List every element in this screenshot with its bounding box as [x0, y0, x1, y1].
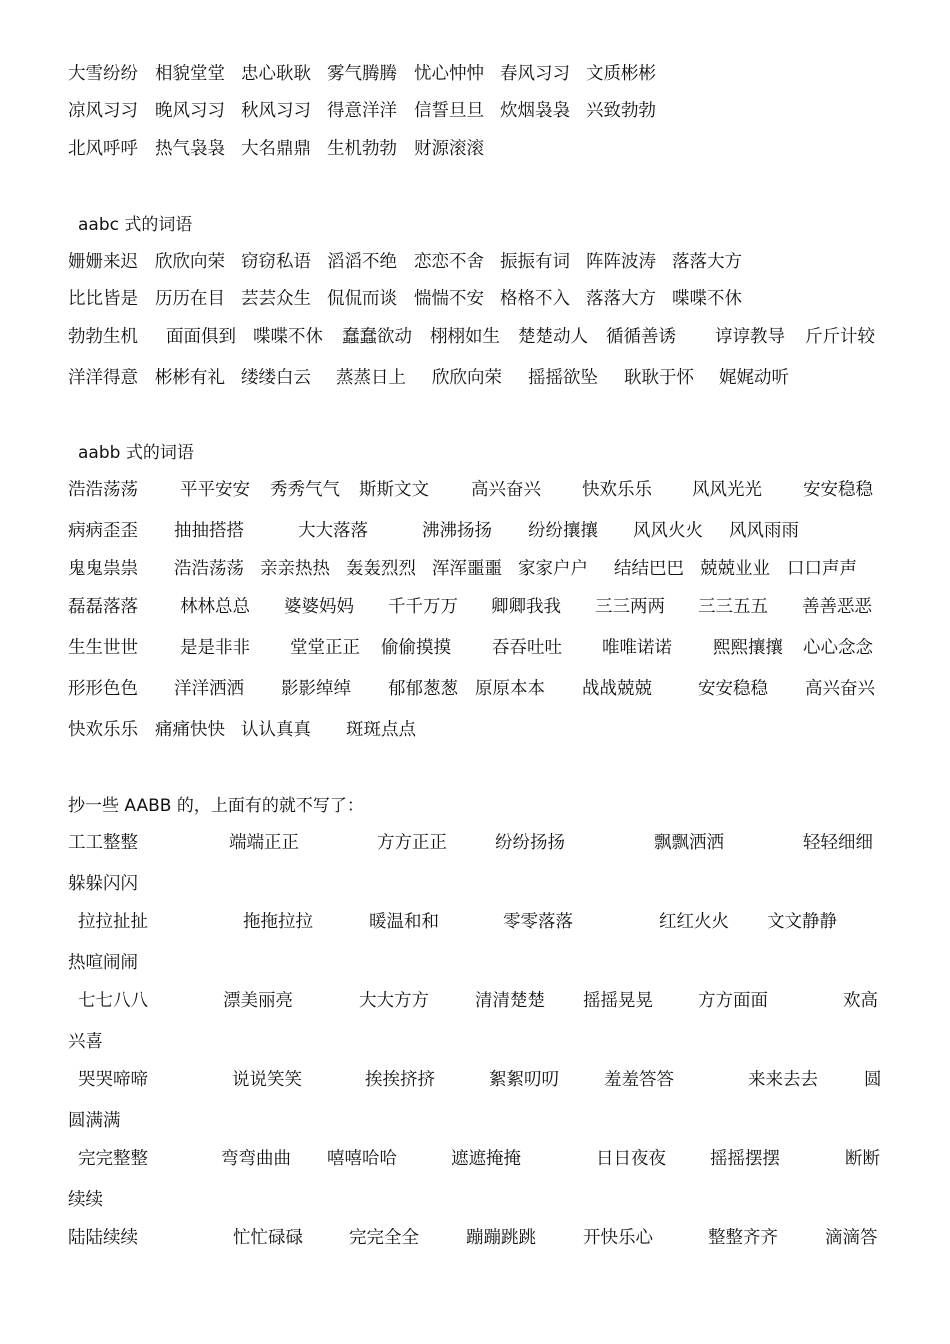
word: 整整齐齐	[708, 1228, 778, 1248]
word: 蹦蹦跳跳	[466, 1228, 536, 1248]
word-line	[0, 518, 950, 544]
word: 痛痛快快	[155, 720, 225, 740]
word: 平平安安	[180, 480, 250, 500]
word: 千千万万	[388, 597, 458, 617]
word: 得意洋洋	[327, 101, 397, 121]
word-line	[0, 324, 950, 350]
word-line	[0, 635, 950, 661]
word: 挨挨挤挤	[365, 1070, 435, 1090]
word: 形形色色	[68, 679, 138, 699]
word: 躲躲闪闪	[68, 874, 138, 894]
word: 浩浩荡荡	[68, 480, 138, 500]
word: 蠢蠢欲动	[342, 327, 412, 347]
word: 春风习习	[500, 64, 570, 84]
section-heading-aabc: aabc 式的词语	[78, 215, 193, 235]
word: 兴喜	[68, 1032, 103, 1052]
word: 婆婆妈妈	[284, 597, 354, 617]
word-line	[0, 676, 950, 702]
word: 红红火火	[659, 912, 729, 932]
word: 热气袅袅	[155, 139, 225, 159]
word: 说说笑笑	[232, 1070, 302, 1090]
word: 阵阵波涛	[586, 252, 656, 272]
word: 原原本本	[475, 679, 545, 699]
word-line	[0, 477, 950, 503]
word: 方方面面	[698, 991, 768, 1011]
word: 漂美丽亮	[223, 991, 293, 1011]
word: 谆谆教导	[715, 327, 785, 347]
word: 雾气腾腾	[327, 64, 397, 84]
word: 滔滔不绝	[327, 252, 397, 272]
word: 端端正正	[229, 833, 299, 853]
word: 炊烟袅袅	[500, 101, 570, 121]
word: 格格不入	[500, 289, 570, 309]
word-line	[0, 1187, 950, 1213]
word: 高兴奋兴	[805, 679, 875, 699]
word: 振振有词	[500, 252, 570, 272]
word: 生机勃勃	[327, 139, 397, 159]
word: 欣欣向荣	[432, 368, 502, 388]
word: 善善恶恶	[802, 597, 872, 617]
word: 快欢乐乐	[68, 720, 138, 740]
word-line	[0, 1029, 950, 1055]
word: 方方正正	[377, 833, 447, 853]
word: 娓娓动听	[719, 368, 789, 388]
word: 忙忙碌碌	[233, 1228, 303, 1248]
word-line	[0, 717, 950, 743]
word: 安安稳稳	[803, 480, 873, 500]
word: 快欢乐乐	[582, 480, 652, 500]
word: 凉风习习	[68, 101, 138, 121]
word: 比比皆是	[68, 289, 138, 309]
word: 忠心耿耿	[241, 64, 311, 84]
word: 蒸蒸日上	[336, 368, 406, 388]
word: 大名鼎鼎	[241, 139, 311, 159]
word-line	[0, 98, 950, 124]
word: 卿卿我我	[491, 597, 561, 617]
word: 轰轰烈烈	[346, 559, 416, 579]
word: 文质彬彬	[586, 64, 656, 84]
word: 熙熙攘攘	[713, 638, 783, 658]
word: 信誓旦旦	[414, 101, 484, 121]
word: 风风光光	[692, 480, 762, 500]
word: 高兴奋兴	[471, 480, 541, 500]
word: 惴惴不安	[414, 289, 484, 309]
word-line	[0, 988, 950, 1014]
word: 晚风习习	[155, 101, 225, 121]
word: 姗姗来迟	[68, 252, 138, 272]
word: 循循善诱	[606, 327, 676, 347]
word-line	[0, 61, 950, 87]
word: 生生世世	[68, 638, 138, 658]
word: 落落大方	[586, 289, 656, 309]
word: 偷偷摸摸	[381, 638, 451, 658]
word: 暖温和和	[369, 912, 439, 932]
word: 病病歪歪	[68, 521, 138, 541]
word-line	[0, 249, 950, 275]
word: 滴滴答	[825, 1228, 878, 1248]
word: 心心念念	[803, 638, 873, 658]
word: 嘻嘻哈哈	[327, 1149, 397, 1169]
word: 北风呼呼	[68, 139, 138, 159]
word: 纷纷攘攘	[528, 521, 598, 541]
section-heading-aabb: aabb 式的词语	[78, 443, 194, 463]
word-line	[0, 830, 950, 856]
section-heading-copy: 抄一些 AABB 的，上面有的就不写了：	[68, 796, 364, 816]
word: 斯斯文文	[359, 480, 429, 500]
word: 秀秀气气	[270, 480, 340, 500]
word: 彬彬有礼	[155, 368, 225, 388]
word-line	[0, 1225, 950, 1251]
word: 摇摇晃晃	[583, 991, 653, 1011]
word: 拉拉扯扯	[78, 912, 148, 932]
word-line	[0, 950, 950, 976]
word: 堂堂正正	[290, 638, 360, 658]
word: 结结巴巴	[614, 559, 684, 579]
word: 大大方方	[359, 991, 429, 1011]
word: 清清楚楚	[475, 991, 545, 1011]
word: 喋喋不休	[672, 289, 742, 309]
word: 羞羞答答	[604, 1070, 674, 1090]
word: 轻轻细细	[803, 833, 873, 853]
word: 恋恋不舍	[414, 252, 484, 272]
word: 零零落落	[503, 912, 573, 932]
word-line	[0, 594, 950, 620]
word: 欢高	[843, 991, 878, 1011]
word: 郁郁葱葱	[388, 679, 458, 699]
word: 忧心忡忡	[414, 64, 484, 84]
word: 三三两两	[595, 597, 665, 617]
word: 风风火火	[633, 521, 703, 541]
word: 磊磊落落	[68, 597, 138, 617]
word: 大大落落	[298, 521, 368, 541]
word: 沸沸扬扬	[422, 521, 492, 541]
word: 吞吞吐吐	[492, 638, 562, 658]
word: 林林总总	[180, 597, 250, 617]
word: 弯弯曲曲	[221, 1149, 291, 1169]
word: 历历在目	[155, 289, 225, 309]
word-line	[0, 871, 950, 897]
word: 影影绰绰	[281, 679, 351, 699]
word: 落落大方	[672, 252, 742, 272]
word: 断断	[845, 1149, 880, 1169]
word: 财源滚滚	[414, 139, 484, 159]
word: 续续	[68, 1190, 103, 1210]
word: 圆	[864, 1070, 882, 1090]
word: 兢兢业业	[700, 559, 770, 579]
word: 栩栩如生	[430, 327, 500, 347]
word-line	[0, 1067, 950, 1093]
word: 兴致勃勃	[586, 101, 656, 121]
word: 秋风习习	[241, 101, 311, 121]
word: 飘飘洒洒	[654, 833, 724, 853]
word: 风风雨雨	[729, 521, 799, 541]
word-line	[0, 1146, 950, 1172]
word: 圆满满	[68, 1111, 121, 1131]
word: 摇摇欲坠	[528, 368, 598, 388]
word: 工工整整	[68, 833, 138, 853]
word: 陆陆续续	[68, 1228, 138, 1248]
word: 来来去去	[748, 1070, 818, 1090]
word: 洋洋洒洒	[174, 679, 244, 699]
word: 欣欣向荣	[155, 252, 225, 272]
word: 侃侃而谈	[327, 289, 397, 309]
word: 楚楚动人	[518, 327, 588, 347]
word: 安安稳稳	[698, 679, 768, 699]
word: 斤斤计较	[805, 327, 875, 347]
word: 洋洋得意	[68, 368, 138, 388]
word: 纷纷扬扬	[495, 833, 565, 853]
word: 大雪纷纷	[68, 64, 138, 84]
word: 浩浩荡荡	[174, 559, 244, 579]
word: 面面俱到	[166, 327, 236, 347]
word: 絮絮叨叨	[489, 1070, 559, 1090]
word-line	[0, 556, 950, 582]
word: 七七八八	[78, 991, 148, 1011]
word: 完完全全	[349, 1228, 419, 1248]
word: 耿耿于怀	[624, 368, 694, 388]
word: 家家户户	[518, 559, 588, 579]
word: 哭哭啼啼	[78, 1070, 148, 1090]
word: 文文静静	[767, 912, 837, 932]
word: 勃勃生机	[68, 327, 138, 347]
word: 是是非非	[180, 638, 250, 658]
word: 唯唯诺诺	[602, 638, 672, 658]
word-line	[0, 365, 950, 391]
word-line	[0, 286, 950, 312]
word: 完完整整	[78, 1149, 148, 1169]
word: 拖拖拉拉	[243, 912, 313, 932]
word: 口口声声	[787, 559, 857, 579]
word: 鬼鬼祟祟	[68, 559, 138, 579]
word-line	[0, 136, 950, 162]
word: 芸芸众生	[241, 289, 311, 309]
word: 抽抽搭搭	[174, 521, 244, 541]
word: 三三五五	[698, 597, 768, 617]
word: 缕缕白云	[241, 368, 311, 388]
word: 喋喋不休	[253, 327, 323, 347]
word: 开快乐心	[583, 1228, 653, 1248]
word: 窃窃私语	[241, 252, 311, 272]
word: 亲亲热热	[260, 559, 330, 579]
word: 浑浑噩噩	[432, 559, 502, 579]
word: 斑斑点点	[346, 720, 416, 740]
word: 摇摇摆摆	[710, 1149, 780, 1169]
word-line	[0, 909, 950, 935]
word: 遮遮掩掩	[451, 1149, 521, 1169]
word-line	[0, 1108, 950, 1134]
word: 战战兢兢	[582, 679, 652, 699]
word: 认认真真	[241, 720, 311, 740]
word: 相貌堂堂	[155, 64, 225, 84]
word: 日日夜夜	[596, 1149, 666, 1169]
word: 热喧闹闹	[68, 953, 138, 973]
